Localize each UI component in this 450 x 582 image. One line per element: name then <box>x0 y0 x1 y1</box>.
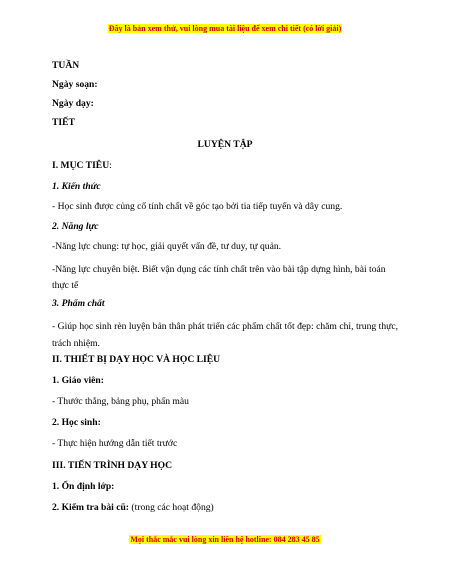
specific-competence-text: -Năng lực chuyên biệt. Biết vận dụng các tính chất trên vào bài tập dựng hình, bài toán thực tế <box>52 264 386 291</box>
teacher-text: - Thước thẳng, bảng phụ, phấn màu <box>52 396 189 407</box>
hotline-text: Mọi thắc mắc vui lòng xin liên hệ hotline: 084 283 45 85 <box>130 535 320 544</box>
teaching-date-label: Ngày dạy: <box>52 98 94 109</box>
teaching-process-heading: III. TIẾN TRÌNH DẠY HỌC <box>52 460 173 471</box>
general-competence-text: -Năng lực chung: tự học, giải quyết vấn đề, tư duy, tự quản. <box>52 241 282 252</box>
objectives-heading-text: I. MỤC TIÊU <box>52 160 110 171</box>
qualities-heading: 3. Phẩm chất <box>52 298 105 309</box>
old-lesson-check-note: (trong các hoạt động) <box>129 502 214 513</box>
page-title: LUYỆN TẬP <box>197 139 253 150</box>
prepared-date-label: Ngày soạn: <box>52 79 98 90</box>
objectives-heading-colon: : <box>109 160 112 171</box>
old-lesson-check-heading: 2. Kiểm tra bài cũ: <box>52 502 130 513</box>
class-stabilization-heading: 1. Ổn định lớp: <box>52 481 115 492</box>
week-label: TUẦN <box>52 60 80 71</box>
period-label: TIẾT <box>52 117 75 128</box>
student-heading: 2. Học sinh: <box>52 417 101 428</box>
equipment-heading: II. THIẾT BỊ DẠY HỌC VÀ HỌC LIỆU <box>52 354 221 365</box>
old-lesson-check <box>52 502 398 514</box>
preview-notice-banner <box>0 24 450 33</box>
competence-heading: 2. Năng lực <box>52 221 99 232</box>
objectives-heading <box>52 160 398 172</box>
knowledge-heading: 1. Kiến thức <box>52 181 101 192</box>
qualities-text: - Giúp học sinh rèn luyện bản thân phát triển các phẩm chất tốt đẹp: chăm chỉ, trung thực, trách nhiệm. <box>52 321 398 349</box>
knowledge-text: - Học sinh được củng cố tính chất về góc tạo bởi tia tiếp tuyến và dây cung. <box>52 201 343 212</box>
hotline-banner <box>0 535 450 544</box>
student-text: - Thực hiện hướng dẫn tiết trước <box>52 438 178 449</box>
teacher-heading: 1. Giáo viên: <box>52 375 104 386</box>
preview-notice-text: Đây là bản xem thử, vui lòng mua tài liệu để xem chi tiết (có lời giải) <box>108 24 342 33</box>
